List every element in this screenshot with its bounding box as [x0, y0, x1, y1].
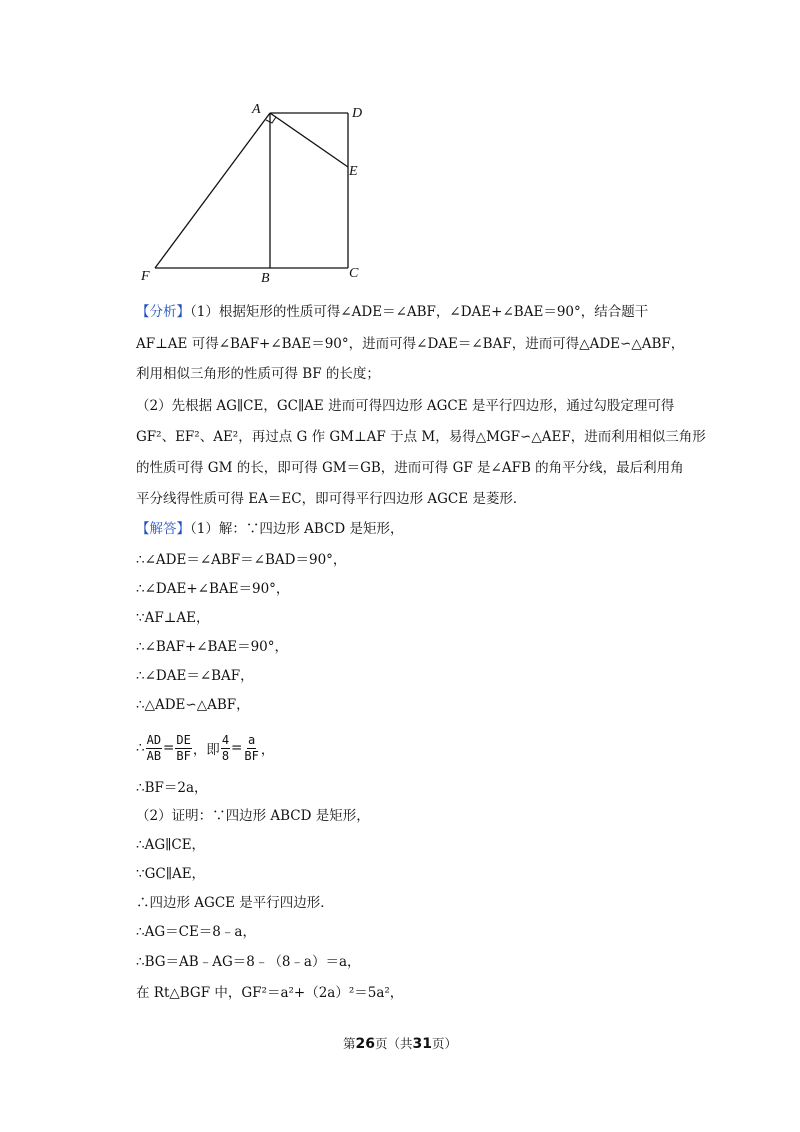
solution-line-5: ∴∠BAF+∠BAE＝90°， — [136, 639, 289, 655]
segment-AF — [155, 113, 270, 268]
analysis-line-4: （2）先根据 AG∥CE，GC∥AE 进而可得四边形 AGCE 是平行四边形，通过勾股定理可得 — [136, 398, 675, 414]
page-number: 26 — [355, 1036, 375, 1052]
fraction-ad-ab: $\frac{AD}{AB}$ — [146, 732, 162, 763]
solution-line-2: ∴∠ADE＝∠ABF＝∠BAD＝90°， — [136, 552, 347, 568]
analysis-tag: 【分析】 — [136, 304, 190, 320]
analysis-line-7: 平分线得性质可得 EA＝EC，即可得平行四边形 AGCE 是菱形． — [136, 491, 527, 507]
solution-line-10: ∴AG∥CE， — [136, 837, 206, 853]
label-B: B — [261, 271, 270, 286]
label-D: D — [352, 106, 363, 121]
analysis-line-2: AF⊥AE 可得∠BAF+∠BAE＝90°，进而可得∠DAE＝∠BAF，进而可得△ADE∽△ABF， — [136, 336, 685, 352]
label-C: C — [349, 266, 359, 281]
segment-AE — [270, 113, 348, 167]
right-angle-mark — [266, 117, 276, 123]
solution-line-14: ∴BG＝AB﹣AG＝8﹣（8﹣a）＝a， — [136, 954, 361, 970]
solution-line-15: 在 Rt△BGF 中，GF²＝a²+（2a）²＝5a²， — [136, 985, 404, 1001]
label-E: E — [349, 164, 358, 179]
total-pages: 31 — [412, 1036, 432, 1052]
solution-line-3: ∴∠DAE+∠BAE＝90°， — [136, 581, 290, 597]
solution-line-9: （2）证明：∵四边形 ABCD 是矩形， — [136, 808, 370, 824]
solution-tag: 【解答】 — [136, 521, 190, 537]
solution-line-4: ∵AF⊥AE， — [136, 610, 210, 626]
solution-line-1: 【解答】（1）解：∵四边形 ABCD 是矩形， — [136, 521, 404, 537]
solution-line-7: ∴△ADE∽△ABF， — [136, 697, 250, 713]
solution-line-13: ∴AG＝CE＝8﹣a， — [136, 924, 256, 940]
label-F: F — [141, 269, 150, 284]
geometry-figure — [130, 95, 390, 290]
ratio-equation: ∴ $\frac{AD}{AB}$ = $\frac{DE}{BF}$ ，即 $\frac{4}{8}$ = $\frac{a}{BF}$ ， — [136, 732, 275, 763]
label-A: A — [252, 102, 261, 117]
fraction-4-8: $\frac{4}{8}$ — [221, 732, 230, 763]
analysis-line-6: 的性质可得 GM 的长，即可得 GM＝GB，进而可得 GF 是∠AFB 的角平分线，最后利用角 — [136, 460, 684, 476]
solution-line-12: ∴四边形 AGCE 是平行四边形． — [136, 895, 334, 911]
solution-line-8: ∴BF＝2a， — [136, 780, 208, 796]
analysis-line-3: 利用相似三角形的性质可得 BF 的长度； — [136, 366, 380, 382]
page-footer: 第26页（共31页） — [342, 1036, 457, 1052]
fraction-a-bf: $\frac{a}{BF}$ — [244, 732, 259, 763]
geometry-diagram — [130, 95, 390, 290]
solution-line-6: ∴∠DAE＝∠BAF， — [136, 668, 254, 684]
analysis-line-1: 【分析】（1）根据矩形的性质可得∠ADE＝∠ABF，∠DAE+∠BAE＝90°，结合题干 — [136, 304, 649, 320]
fraction-de-bf: $\frac{DE}{BF}$ — [176, 732, 191, 763]
analysis-line-5: GF²、EF²、AE²，再过点 G 作 GM⊥AF 于点 M，易得△MGF∽△AEF，进而利用相似三角形 — [136, 429, 706, 445]
solution-line-11: ∵GC∥AE， — [136, 866, 206, 882]
